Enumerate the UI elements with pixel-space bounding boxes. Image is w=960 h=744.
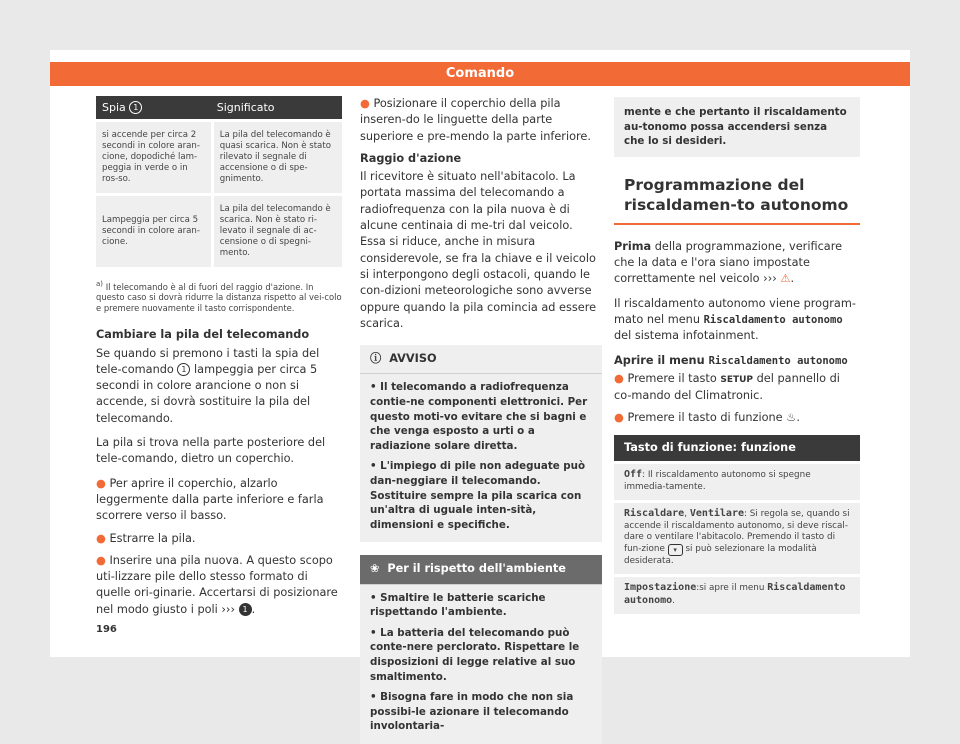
list-item: • Il telecomando a radiofrequenza contie-ne componenti elettronici. Per questo moti-vo evitare che si bagni e che venga esposto a urti o a radiazione solare diretta. — [370, 381, 588, 452]
table-cell: La pila del telecomando è scarica. Non è stato ri-levato il segnale di ac-censione o di spegni-mento. — [211, 193, 342, 267]
column-1 — [96, 96, 342, 624]
number-1-filled-icon: 1 — [239, 603, 252, 616]
paragraph: Il riscaldamento autonomo viene program-mato nel menu Riscaldamento autonomo del sistema infotainment. — [614, 296, 856, 343]
warning-header: ⓘ AVVISO — [360, 345, 602, 374]
number-1-icon: 1 — [177, 363, 190, 376]
function-row: Off: Il riscaldamento autonomo si spegne immedia-tamente. — [614, 461, 860, 500]
footnote: $^{a)}$ Il telecomando è al di fuori del raggio d'azione. In questo caso si dovrà ridurre la distanza rispetto al vei-colo e premere nuovamente il tasto corrispondente. — [96, 280, 342, 313]
list-item: • Smaltire le batterie scariche rispettando l'ambiente. — [370, 591, 546, 619]
section-heading: Raggio d'azione — [360, 151, 462, 165]
page-number: 196 — [96, 624, 117, 635]
table-row — [96, 119, 342, 193]
chevron-down-icon: ▾ — [668, 544, 683, 556]
info-icon: ⓘ — [370, 352, 382, 366]
paragraph: Prima della programmazione, verificare che la data e l'ora siano impostate correttamente nel veicolo ››› ⚠. — [614, 239, 843, 286]
spia-table — [96, 96, 342, 267]
list-item: ● Estrarre la pila. — [96, 531, 196, 545]
section-title: Programmazione del riscaldamen-to autonomo — [614, 175, 860, 225]
page-header: Comando — [50, 62, 910, 86]
setup-key-icon: SETUP — [720, 374, 754, 385]
function-row: Impostazione:si apre il menu Riscaldamento autonomo. — [614, 574, 860, 614]
list-item: • La batteria del telecomando può conte-nere perclorato. Rispettare le disposizioni di legge relative al suo smaltimento. — [370, 626, 580, 683]
environment-box — [360, 554, 602, 744]
function-row: Riscaldare, Ventilare: Si regola se, quando si accende il riscaldamento autonomo, si deve riscal-dare o ventilare l'abitacolo. Premendo il tasto di fun-zione ▾ si può selezionare la modalità desiderata. — [614, 500, 860, 574]
warning-box — [360, 344, 602, 542]
function-table-header: Tasto di funzione: funzione — [614, 435, 860, 461]
paragraph: La pila si trova nella parte posteriore del tele-comando, dietro un coperchio. — [96, 436, 326, 466]
table-cell: Lampeggia per circa 5 secondi in colore aran-cione. — [96, 193, 211, 267]
table-cell: La pila del telecomando è quasi scarica. Non è stato rilevato il segnale di accensione o di spe-gnimento. — [211, 119, 342, 193]
paragraph: Il ricevitore è situato nell'abitacolo. La portata massima del telecomando a radiofrequenza con la pila nuova è di alcune centinaia di me-tri dal veicolo. Essa si riduce, anche in misura considerevole, se fra la chiave e il veicolo si interpongono degli ostacoli, quando le con-dizioni meteorologiche sono avverse oppure quando la pila comincia ad essere scarica. — [360, 170, 597, 330]
subheading: Aprire il menu Riscaldamento autonomo — [614, 353, 848, 367]
table-header-significato: Significato — [211, 96, 342, 119]
list-item: ● Inserire una pila nuova. A questo scopo uti-lizzare pile dello stesso formato di quelle ori-ginarie. Accertarsi di posizionare nel modo giusto i poli ››› 1 . — [96, 553, 338, 616]
warning-triangle-icon: ⚠ — [780, 272, 791, 286]
table-row — [96, 193, 342, 267]
list-item: ● Per aprire il coperchio, alzarlo leggermente dalla parte inferiore e farla scorrere verso il basso. — [96, 476, 324, 523]
list-item: ● Posizionare il coperchio della pila inseren-do le linguette della parte superiore e pre-mendo la parte inferiore. — [360, 97, 591, 143]
column-2 — [360, 96, 602, 744]
list-item: • Bisogna fare in modo che non sia possibi-le azionare il telecomando involontaria- — [370, 691, 574, 733]
heater-key-icon: ♨ — [786, 411, 797, 425]
table-header-spia: Spia 1 — [96, 96, 211, 119]
section-heading: Cambiare la pila del telecomando — [96, 328, 310, 342]
list-item: ● Premere il tasto SETUP del pannello di co-mando del Climatronic. — [614, 371, 840, 403]
table-cell: si accende per circa 2 secondi in colore aran-cione, dopodiché lam-peggia in verde o in ros-so. — [96, 119, 211, 193]
list-item: ● Premere il tasto di funzione ♨. — [614, 411, 800, 425]
paragraph: Se quando si premono i tasti la spia del tele-comando 1 lampeggia per circa 5 secondi in colore arancione o non si accende, si dovrà sostituire la pila del telecomando. — [96, 346, 320, 425]
table-header-row — [96, 96, 342, 119]
reference-arrows[interactable]: ››› — [763, 272, 777, 286]
reference-arrows[interactable]: ››› — [221, 602, 235, 616]
column-3 — [614, 96, 860, 614]
environment-header: ❀ Per il rispetto dell'ambiente — [360, 555, 602, 584]
number-1-icon: 1 — [129, 101, 142, 114]
list-item: • L'impiego di pile non adeguate può dan-neggiare il telecomando. Sostituire sempre la pila scarica con un'altra di uguale inten-sità, dimensioni e specifiche. — [370, 460, 586, 531]
environment-icon: ❀ — [370, 562, 380, 576]
continued-box: mente e che pertanto il riscaldamento au-tonomo possa accendersi senza che lo si desideri. — [614, 96, 860, 157]
